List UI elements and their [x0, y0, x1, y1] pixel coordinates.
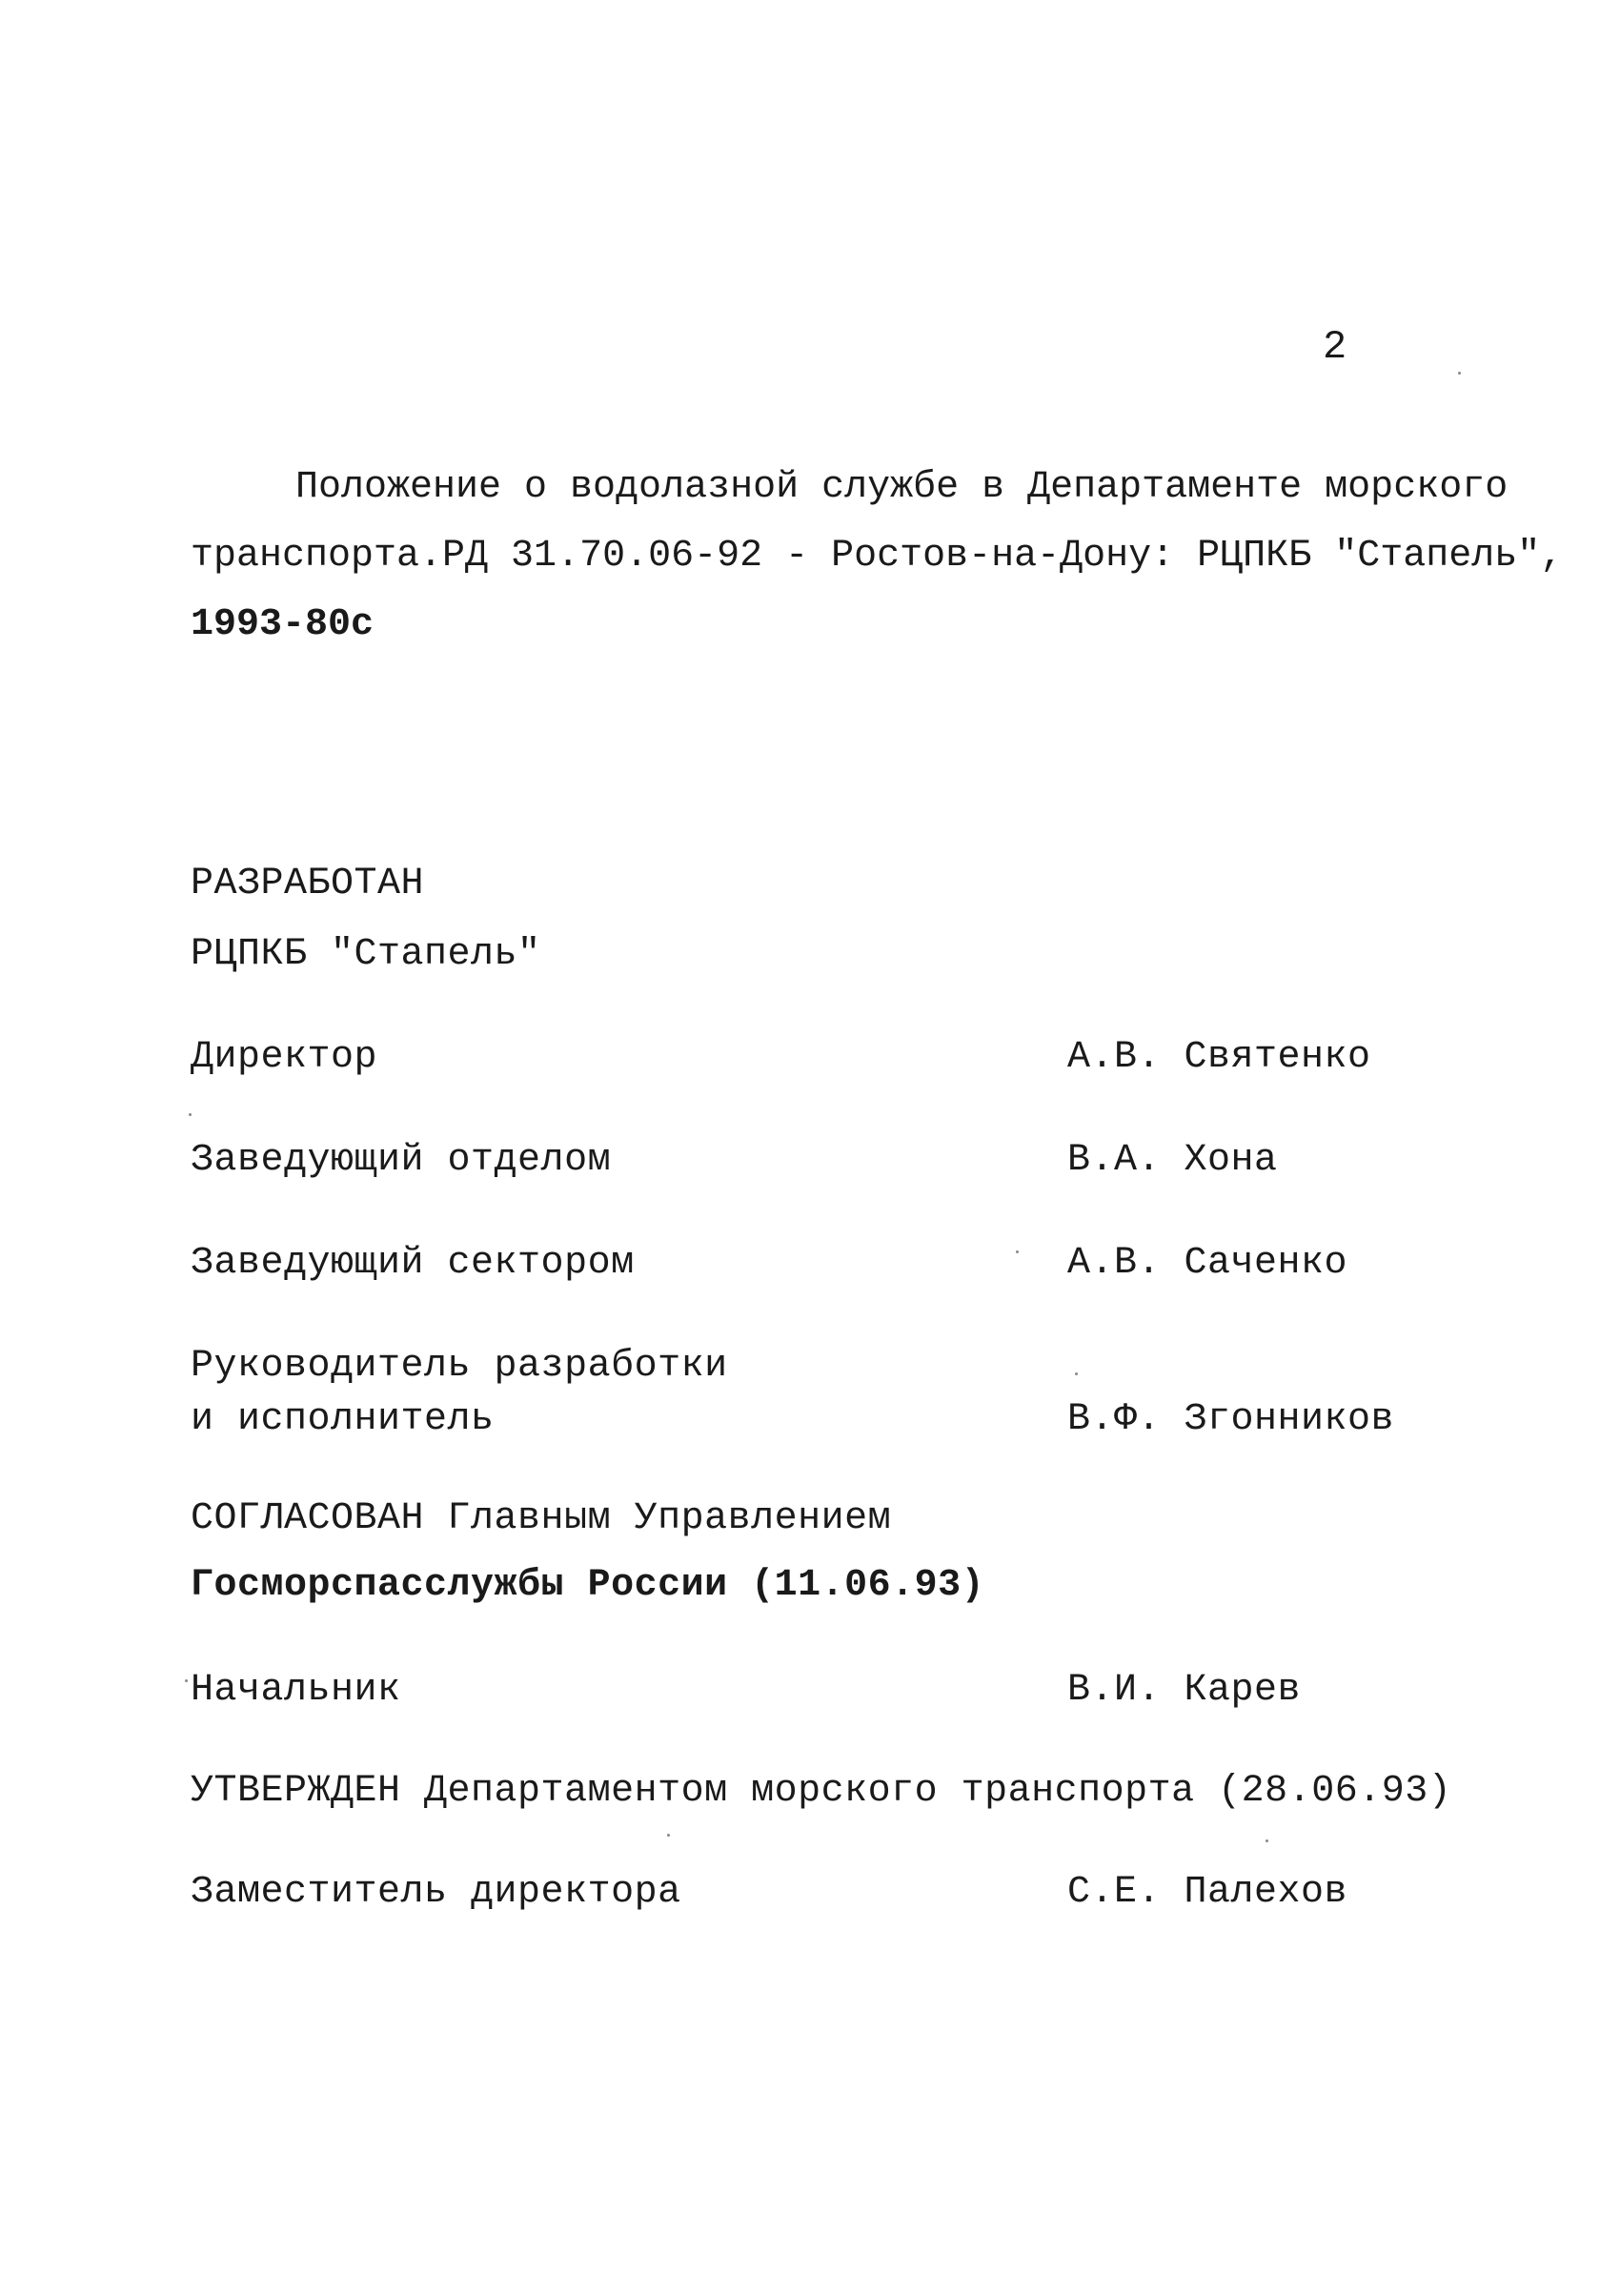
developed-org: РЦПКБ "Стапель" [191, 933, 541, 976]
signatory-role-dept-head: Заведующий отделом [191, 1139, 612, 1182]
agreed-line-1: СОГЛАСОВАН Главным Управлением [191, 1497, 892, 1540]
scan-speck [185, 1679, 188, 1682]
scan-speck [1075, 1372, 1078, 1375]
signatory-name-director: А.В. Святенко [1067, 1036, 1371, 1079]
scan-speck [1266, 1839, 1268, 1842]
citation-line-1: Положение о водолазной службе в Департаменте морского [295, 466, 1509, 509]
scan-speck [1016, 1250, 1019, 1253]
signatory-role-lead: Руководитель разработки [191, 1345, 728, 1388]
signatory-name-dept-head: В.А. Хона [1067, 1139, 1278, 1182]
scan-speck [189, 1113, 192, 1116]
approved-line: УТВЕРЖДЕН Департаментом морского транспорта (28.06.93) [191, 1770, 1452, 1813]
approved-role: Заместитель директора [191, 1871, 681, 1914]
developed-heading: РАЗРАБОТАН [191, 863, 425, 905]
citation-line-3: 1993-80с [191, 603, 375, 646]
approved-name: С.Е. Палехов [1067, 1871, 1348, 1914]
citation-block [191, 454, 1564, 660]
signatory-role-director: Директор [191, 1036, 378, 1079]
agreed-name: В.И. Карев [1067, 1669, 1302, 1712]
signatory-name-lead: В.Ф. Згонников [1067, 1398, 1395, 1441]
citation-line-2: транспорта.РД 31.70.06-92 - Ростов-на-Дону: РЦПКБ "Стапель", [191, 535, 1564, 578]
agreed-role: Начальник [191, 1669, 401, 1712]
signatory-name-sector-head: А.В. Саченко [1067, 1242, 1348, 1285]
agreed-line-2: Госморспасслужбы России (11.06.93) [191, 1564, 985, 1607]
signatory-role-lead-line2: и исполнитель [191, 1398, 495, 1441]
scan-speck [1458, 372, 1461, 375]
signatory-role-sector-head: Заведующий сектором [191, 1242, 635, 1285]
page-number: 2 [1323, 324, 1347, 370]
scan-speck [667, 1834, 670, 1837]
